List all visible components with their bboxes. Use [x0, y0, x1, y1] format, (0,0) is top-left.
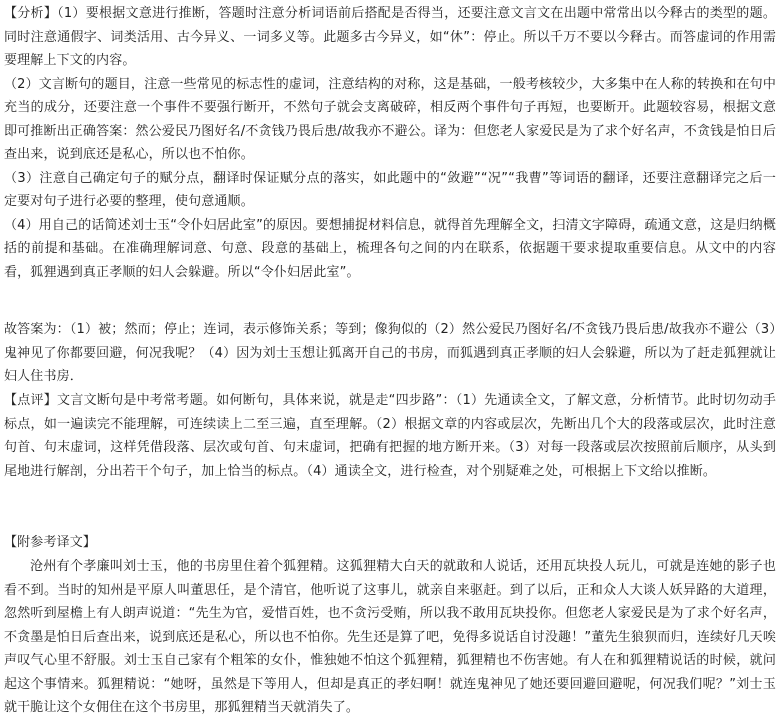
analysis-paragraph-3: （3）注意自己确定句子的赋分点，翻译时保证赋分点的落实，如此题中的“敛避”“况”“我曹”等词语的翻译，还要注意翻译完之后一定要对句子进行必要的整理，使句意通顺。	[4, 170, 776, 209]
comment-paragraph: 【点评】文言文断句是中考常考题。如何断句，具体来说，就是走“四步路”：（1）先通读全文，了解文意，分析情节。此时切勿动手标点，如一遍读完不能理解，可连续读上二至三遍，直至理解。（2）根据文章的内容或层次，先断出几个大的段落或层次，此时注意句首、句末虚词，这样凭借段落、层次或句首、句末虚词，把确有把握的地方断开来。（3）对每一段落或层次按照前后顺序，从头到尾地进行解剖，分出若干个句子，加上恰当的标点。（4）通读全文，进行检查，对个别疑难之处，可根据上下文给以推断。	[4, 393, 776, 479]
translation-body: 沧州有个孝廉叫刘士玉，他的书房里住着个狐狸精。这狐狸精大白天的就敢和人说话，还用瓦块投人玩儿，可就是连她的影子也看不到。当时的知州是平原人叫董思任，是个清官，他听说了这事儿，就亲自来驱赶。到了以后，正和众人大谈人妖异路的大道理，忽然听到屋檐上有人朗声说道：“先生为官，爱惜百姓，也不贪污受贿，所以我不敢用瓦块投你。但您老人家爱民是为了求个好名声，不贪墨是怕日后查出来，说到底还是私心，所以也不怕你。先生还是算了吧，免得多说话自讨没趣！”董先生狼狈而归，连续好几天唉声叹气心里不舒服。刘士玉自己家有个粗笨的女仆，惟独她不怕这个狐狸精，狐狸精也不伤害她。有人在和狐狸精说话的时候，就问起这个事情来。狐狸精说：“她呀，虽然是下等用人，但却是真正的孝妇啊！就连鬼神见了她还要回避回避呢，何况我们呢？”刘士玉就干脆让这个女佣住在这个书房里，那狐狸精当天就消失了。	[4, 559, 776, 715]
analysis-paragraph-1: 【分析】（1）要根据文意进行推断，答题时注意分析词语前后搭配是否得当，还要注意文言文在出题中常常出以今释古的类型的题。同时注意通假字、词类活用、古今异义、一词多义等。此题多古今异义，如“休”：停止。所以千万不要以今释古。而答虚词的作用需要理解上下文的内容。	[4, 6, 776, 68]
answer-paragraph: 故答案为：（1）被；然而；停止；连词，表示修饰关系；等到；像狗似的（2）然公爱民乃图好名/不贪钱乃畏后患/故我亦不避公（3）鬼神见了你都要回避，何况我呢？（4）因为刘士玉想让狐离开自己的书房，而狐遇到真正孝顺的妇人会躲避，所以为了赶走狐狸就让妇人住书房．	[4, 322, 776, 384]
analysis-section	[4, 2, 776, 284]
analysis-paragraph-2: （2）文言断句的题目，注意一些常见的标志性的虚词，注意结构的对称，这是基础，一般考核较少，大多集中在人称的转换和在句中充当的成分，还要注意一个事件不要强行断开，不然句子就会支离破碎，相反两个事件句子再短，也要断开。此题较容易，根据文意即可推断出正确答案：然公爱民乃图好名/不贪钱乃畏后患/故我亦不避公。译为：但您老人家爱民是为了求个好名声，不贪钱是怕日后查出来，说到底还是私心，所以也不怕你。	[4, 76, 776, 162]
translation-heading: 【附参考译文】	[4, 535, 97, 550]
analysis-paragraph-4: （4）用自己的话简述刘士玉“令仆妇居此室”的原因。要想捕捉材料信息，就得首先理解全文，扫清文字障碍，疏通文意，这是归纳概括的前提和基础。在准确理解词意、句意、段意的基础上，梳理各句之间的内在联系，依据题干要求提取重要信息。从文中的内容看，狐狸遇到真正孝顺的妇人会躲避。所以“令仆妇居此室”。	[4, 217, 776, 280]
